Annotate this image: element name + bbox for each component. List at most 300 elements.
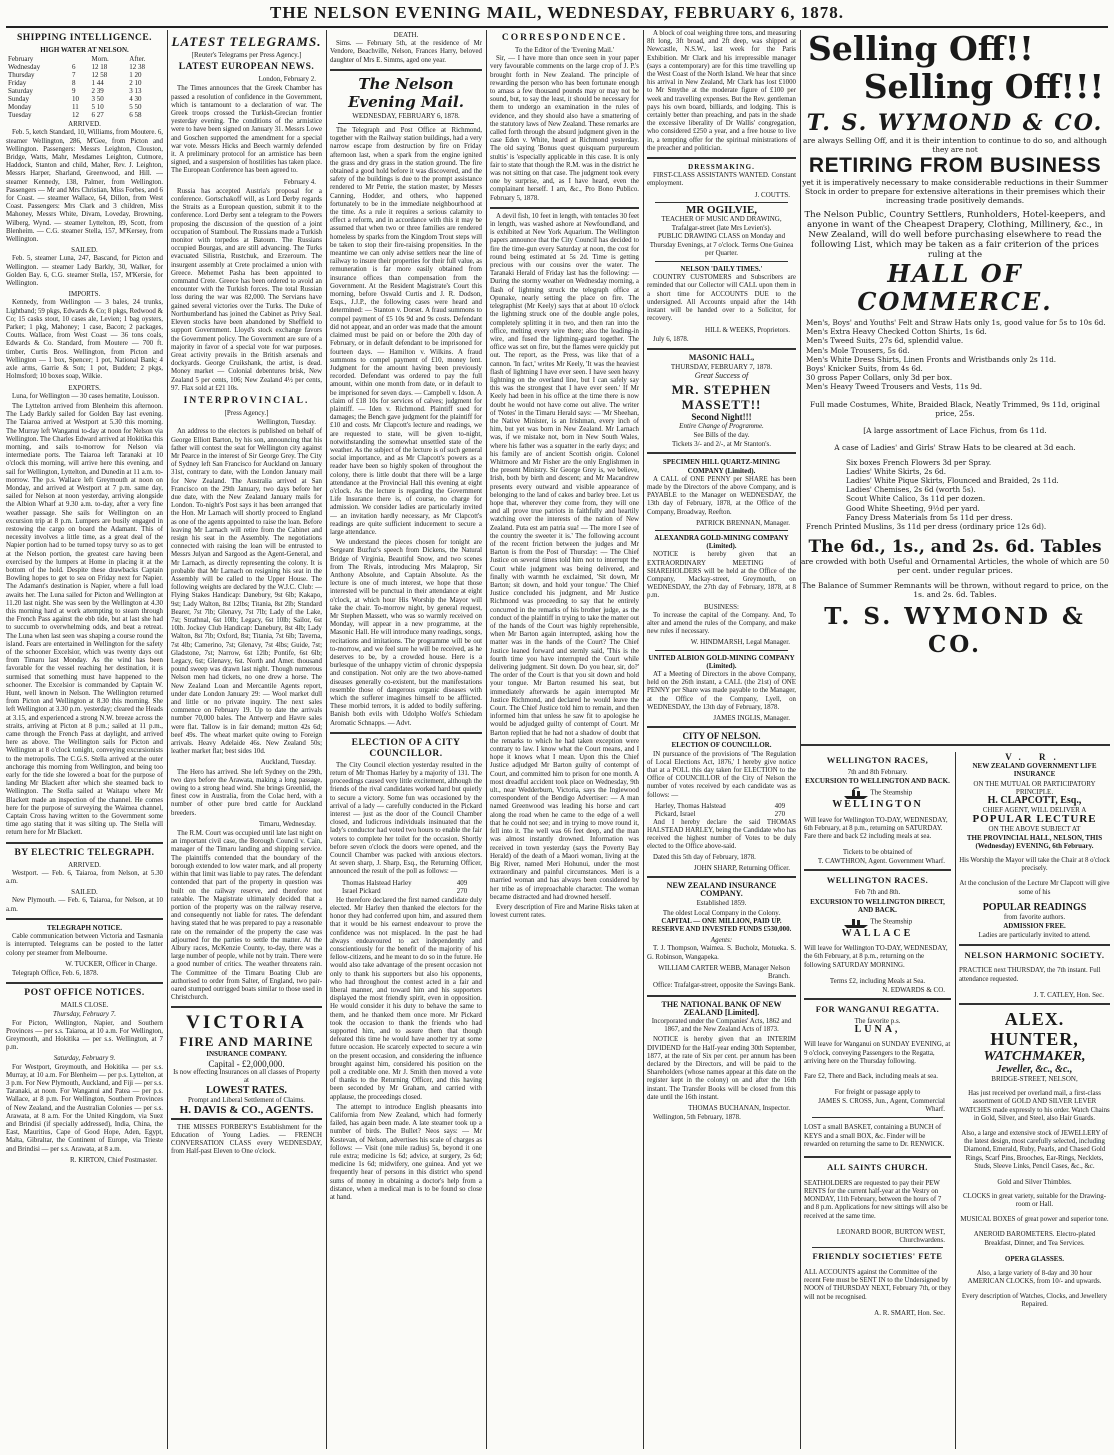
specimen-signature: PATRICK BRENNAN, Manager.	[696, 518, 790, 527]
ship-luna-text: Will leave for Wanganui on SUNDAY EVENING, at 9 o'clock, conveying Passengers to the Regatta, arriving here on the Thursday following.	[804, 1041, 951, 1065]
tel-arrived-text: Westport. — Feb. 6, Taiaroa, from Nelson, at 5.30 a.m.	[6, 869, 163, 886]
mens-price-list	[800, 318, 1110, 392]
tide-date: 7	[71, 71, 76, 80]
bank-text: Incorporated under the Companies' Acts, 1862 and 1867, and the New Zealand Acts of 1873.	[651, 1017, 792, 1034]
victoria-title: VICTORIA	[186, 1012, 307, 1034]
european-text-2: Russia has accepted Austria's proposal for a conference. Gortschakoff will, as Lord Derby regards the Straits as a European question, submit it to the conference. Lord Derby sent a telegram to the Powers proposing the discussion of the question of a joint occupation of Stamboul. The Russians made a Turkish monitor with torpedos at Batoum. The Russians occupied Bourgas, and are still advancing. The Turks evacuated Silistria, Rustchuk, and Erzeroum. The insurgent assembly at Crete proclaimed a union with Greece. Mehemet Pasha has been appointed to command Crete. Greece has been ordered to avoid an encounter with the Turkish forces. The total Russian loss during the war was 82,000. The Servians have gained several victories over the Turks. The Duke of Northumberland has joined the Cabinet as Privy Seal. Eleven stocks have been abandoned by Sheffield to support Government. Lloyd's stock exchange favors the Government policy. The Government are sure of a majority in favor of a special vote for war purposes. Great activity prevails in the British arsenals and dockyards. George Cruikshank, the artist, is dead. Money market — Colonial debentures brisk, New Zealand 5 per cents, 106; New Zealand 4½ per cents, 97. Flax sold at £21 10s.	[171, 187, 322, 392]
alexandra-text-2: To increase the capital of the Company. And, To alter and amend the rules of the Company, and make new rules if necessary.	[647, 611, 796, 636]
ogilvie-name: MR OGILVIE,	[685, 203, 758, 216]
death-heading: DEATH.	[393, 31, 419, 39]
tide-date: 11	[71, 103, 79, 112]
bank-heading: THE NATIONAL BANK OF NEW ZEALAND [Limited].	[661, 999, 782, 1017]
dressmaking-text: FIRST-CLASS ASSISTANTS WANTED. Constant employment.	[647, 172, 796, 188]
exports-heading: EXPORTS.	[68, 383, 101, 392]
fire-marine: FIRE AND MARINE	[179, 1034, 314, 1050]
candidate-row	[653, 802, 787, 810]
tide-morn: 12 58	[91, 71, 108, 80]
column-lecture	[959, 752, 1110, 1451]
races-heading: WELLINGTON RACES,	[826, 755, 929, 765]
european-text: The Times announces that the Greek Chamber has passed a resolution of confidence in the Government, which is tantamount to a declaration of war. The Greek troops crossed the Turkish-Grecian frontier yesterday evening. The conditions of the armistice were to have been signed on January 31. Messrs Lowe and Goschen supported the amendment for a special war vote. Messrs Hicks and Beech warmly defended it. A preliminary protocol for an armistice has been signed, and a suspension of hostilities has taken place. The European Conference has been agreed to.	[171, 85, 322, 175]
price-item: Good White Sheeting, 9½d per yard.	[846, 503, 980, 513]
price-item: 30 gross Paper Collars, only 3d per box.	[806, 373, 953, 383]
column-excursions	[804, 752, 951, 1451]
candidate-row	[653, 810, 787, 818]
arrived-text: Feb. 5, ketch Standard, 10, Williams, from Moutere. 6, steamer Wellington, 286, M'Gee, from Picton and Wellington. Passengers: Messrs Leighton, Clouston, Bridge, Watts, Mahr, Mesdames Leighton, Cutmore, Haddock, Stanton and child, Maher, Rev. J. Leighton, Messrs Harper, Sharland, Greenwood, and Hill. — steamer Kennedy, 138, Palmer, from Wellington. Passengers — Mr and Mrs Christian, Miss Forbes, and 6 for Coast. — steamer Wallace, 64, Dillon, from West Coast. Passengers: Mrs Clark and 3 children, Miss Mahoney, Messrs White, Divam, Loveday, Browning, Wilberg, Wynd. — steamer Lyttelton, 89, Scott, from Blenheim. — C.G. steamer Stella, 157, M'Kersey, from Wellington.	[6, 129, 163, 244]
tide-table	[6, 55, 163, 119]
price-item: French Printed Muslins, 3s 11d per dress (ordinary price 12s 6d).	[806, 522, 1047, 532]
tide-row	[6, 79, 163, 87]
council-text: IN pursuance of the provisions of 'The Regulation of Local Elections Act, 1876,' I hereby give notice that at a POLL this day taken for ELECTION to the Office of COUNCILLOR of the City of Nelson the number of votes received by each candidate was as follows: —	[647, 750, 796, 799]
coal-text: A block of coal weighing three tons, and measuring 8ft long, 3ft broad, and 2ft deep, was shipped at Newcastle, N.S.W., last week for the Paris Exhibition. Mr Clark and his irrepressible manager (says a contemporary) are for this time travelling up the West Coast of the North Island. We hear that since his arrival in New Zealand, Mr Clark has lost £1000 to Mr Smythe at the moderate figure of £100 per week and travelling expenses. But the Rev. gentleman pays his own board, billiards, and lodging. This is certainly better than preaching, and pats in the shade the excessive liberality of Dr Wallis' congregation, who considered £250 a year, and a free house to live in, a tempting offer for the spiritual ministrations of the preacher and politician.	[647, 30, 796, 152]
divider	[647, 452, 796, 454]
conclusion-note: At the conclusion of the Lecture Mr Clapcott will give some of his	[959, 880, 1110, 896]
letter-text: Sir, — I have more than once seen in your paper very favourable comments on the large crop of J. P.'s brought forth in New Zealand. The principle of rewarding the person who has been fortunate enough to amass a few thousand pounds may or may not be sound, but, to say the least, it should be necessary for them to undergo an examination in the rules of evidence, and they should also have a smattering of the statutory laws of New Zealand. These remarks are called forth through the absurd judgment given in the case Eden v. White, heard at Richmond yesterday. The old saying 'Bonus quest quisquam purpureum stultis' is 'especially applicable in this case. It is only fair to state that though the R.M. was in the district he was not sitting on that case. The judgment took every one by surprise, and, as I have heard, even the complainant herself. I am, &c., Pro Bono Publico. February 5, 1878.	[490, 55, 639, 202]
poll-name: Israel Pickard	[342, 886, 381, 895]
ship-wellington: WELLINGTON	[832, 799, 923, 811]
divider	[647, 876, 796, 878]
ads-rule	[800, 744, 1110, 746]
tide-header-row	[6, 55, 163, 63]
ladies-hats: A case of Ladies' and Girls' Straw Hats to be cleared at 3d each.	[834, 442, 1076, 452]
ship-line	[804, 786, 951, 800]
second-night: Second Night!!!	[691, 411, 752, 422]
wymond-intro-2: yet it is imperatively necessary to make considerable reductions in their Summer Stock in order to prepare for extensive alterations in their premises which their increasing trade positively demands.	[802, 178, 1108, 205]
column-rule	[955, 752, 956, 1449]
post-text-2: For Westport, Greymouth, and Hokitika — per s.s. Murray, at 10 a.m. For Blenheim — per p.s. Lyttelton, at 3 p.m. For New Plymouth, Auckland, and Fiji — per s.s. Taranaki, at noon. For Wanganui and Patea — per p.s. Wallace, at 8 p.m. For Wellington, Southern Provinces of New Zealand, and the Australian Colonies — per s.s. Arawata, at 8 a.m. For the United Kingdom, via Suez and Brindisi (if specially addressed), India, China, the East, Mauritius, Cape of Good Hope, Aden, Egypt, Malta, Gibraltar, the Continent of Europe, via Trieste and Brindisi — per s.s. Arawata, at 8 a.m.	[6, 1063, 163, 1153]
tide-date: 6	[71, 63, 76, 72]
see-bills: See Bills of the day.	[693, 430, 750, 439]
tide-morn: 2 39	[91, 87, 104, 96]
poll-table	[340, 879, 469, 895]
tide-row	[6, 63, 163, 71]
admission-free: ADMISSION FREE.	[1003, 922, 1066, 931]
jeweller: Jeweller, &c., &c.,	[996, 1063, 1073, 1075]
imports-heading: IMPORTS.	[68, 290, 101, 299]
alexandra-signature: W. HINDMARSH, Legal Manager.	[690, 638, 790, 647]
great-success: Great Success of	[694, 371, 749, 381]
oldest: The oldest Local Company in the Colony.	[662, 908, 781, 917]
mails-close: MAILS CLOSE.	[60, 1001, 109, 1010]
tel-sailed-text: New Plymouth. — Feb. 6, Taiaroa, for Nelson, at 10 a.m.	[6, 897, 163, 913]
harmonic-text: PRACTICE next THURSDAY, the 7th instant. Full attendance requested.	[959, 967, 1101, 983]
price-item: Men's White Dress Shirts, Linen Fronts and Wristbands only 2s 11d.	[806, 354, 1057, 364]
tide-after: 6 58	[129, 111, 142, 120]
wymond-public: The Nelson Public, Country Settlers, Runholders, Hotel-keepers, and anyone in want of the Cheapest Drapery, Clothing, Millinery, &c., in New Zealand, will do well before purchasing elsewhere to read the following List, which may be taken as a fair criterion of the prices ruling at the	[804, 210, 1106, 260]
massett-title: MR. STEPHEN MASSETT!!	[671, 381, 772, 412]
telegraph-heading: BY ELECTRIC TELEGRAPH.	[14, 847, 155, 858]
church-signature: LEONARD BOOR, BURTON WEST, Churchwardens.	[836, 1227, 945, 1244]
price-item: Ladies' White Pique Skirts, Flounced and Braided, 2s 11d.	[846, 476, 1059, 486]
divider	[655, 261, 788, 262]
race-dates-2: Feb 7th and 8th.	[854, 888, 901, 897]
tide-after: 12 38	[129, 63, 146, 72]
specimen-heading: SPECIMEN HILL QUARTZ-MINING COMPANY (Limited).	[662, 458, 781, 475]
tide-date: 12	[71, 111, 79, 120]
column-correspondence	[490, 30, 639, 1451]
ogilvie-class: PUBLIC DRAWING CLASS on Monday and Thursday Evenings, at 7 o'clock. Terms One Guinea per Quarter.	[649, 233, 794, 257]
lace-fichus: [A large assortment of Lace Fichus, from 6s 11d.	[863, 425, 1047, 435]
tide-day: Wednesday	[8, 63, 41, 72]
tables-heading: The 6d., 1s., and 2s. 6d. Tables	[808, 537, 1102, 558]
notice-date: Telegraph Office, Feb. 6, 1878.	[12, 969, 99, 977]
tide-after: 2 10	[129, 79, 142, 88]
bridge-street: BRIDGE-STREET, NELSON,	[991, 1075, 1078, 1084]
column-notices	[647, 30, 796, 1451]
price-item: Men's, Boys' and Youths' Felt and Straw Hats only 1s, good value for 5s to 10s 6d.	[806, 318, 1106, 327]
masonic-hall: MASONIC HALL,	[688, 352, 755, 362]
price-item: Ladies' Chemises, 2s 6d (worth 5s).	[846, 485, 976, 495]
fire-marine-risks: Every description of Fire and Marine Risks taken at lowest current rates.	[490, 903, 639, 920]
bank-notice: NOTICE is hereby given that an INTERIM DIVIDEND for the Half-year ending 30th September, 1877, at the rate of Six per cent. per annum has been declared by the Directors, and will be paid to the Shareholders (whose names appear at this date on the register kept in the colony) on and after the 16th instant. The Transfer Books will be closed from this date until the 16th instant.	[647, 1036, 796, 1101]
highwater-heading: HIGH WATER AT NELSON.	[40, 46, 129, 54]
insurance-text: Is now effecting Insurances on all classes of Property at	[173, 1068, 320, 1084]
price-item: Men's Extra Heavy Checked Cotton Shirts, 1s 6d.	[806, 327, 987, 337]
tide-header: February	[8, 55, 34, 64]
ship-wallace: WALLACE	[841, 928, 914, 940]
lowest-rates: LOWEST RATES.	[206, 1085, 287, 1097]
ship-line	[804, 915, 951, 929]
insurance-company: INSURANCE COMPANY.	[206, 1050, 287, 1059]
nzins-heading: NEW ZEALAND INSURANCE COMPANY.	[666, 881, 777, 899]
shipping-heading: SHIPPING INTELLIGENCE.	[16, 33, 153, 43]
daily-times-date: July 6, 1878.	[653, 335, 689, 343]
arrived-heading: ARRIVED.	[68, 120, 101, 129]
fare: Fare £2, There and Back, including meals at sea.	[804, 1072, 939, 1080]
entire-change: Entire Change of Programme.	[679, 421, 764, 430]
poll-row	[340, 887, 469, 895]
opera-glasses: OPERA GLASSES.	[1004, 1254, 1065, 1263]
selling-off-2: Selling Off!!!	[863, 67, 1104, 106]
notice-signature: W. TUCKER, Officer in Charge.	[65, 959, 157, 968]
post-signature: R. KIRTON, Chief Postmaster.	[70, 1155, 157, 1164]
divider	[330, 732, 482, 734]
post-saturday: Saturday, February 9.	[53, 1054, 116, 1063]
albion-text: AT a Meeting of Directors in the above Company, held on the 26th instant, a CALL (the 21st) of ONE PENNY per Share was made payable to the Manager, at the Office of the Company, Lyell, on WEDNESDAY, the 13th day of February, 1878.	[647, 671, 796, 711]
mayor-note: His Worship the Mayor will take the Chair at 8 o'clock precisely.	[959, 857, 1110, 873]
tide-row	[6, 103, 163, 111]
church-text: SEATHOLDERS are requested to pay their PEW RENTS for the current half-year at the Vestry on MONDAY, 11th February, between the hours of 7 and 8 p.m. Applications for new sittings will also be received at the same time.	[804, 1179, 948, 1220]
mutual-principle: ON THE MUTUAL OR PARTICIPATORY PRINCIPLE.	[973, 779, 1096, 796]
council-signature: JOHN SHARP, Returning Officer.	[693, 863, 790, 872]
alexandra-heading: ALEXANDRA GOLD-MINING COMPANY (Limited).	[654, 533, 789, 551]
favorite-authors: from favorite authors.	[1003, 912, 1066, 921]
divider	[6, 918, 163, 920]
alex-text: Has just received per overland mail, a first-class assortment of GOLD AND SILVER LEVER WATCHES made expressly to his order. Watch Chains in Gold, Silver, and Steel, also Hair Guards.	[959, 1090, 1110, 1122]
notice-heading: TELEGRAPH NOTICE.	[46, 923, 123, 932]
divider	[490, 207, 639, 209]
freight: For freight or passage apply to	[834, 1087, 921, 1096]
harmonic-signature: J. T. CATLEY, Hon. Sec.	[1033, 990, 1104, 999]
divider	[171, 1006, 322, 1008]
tide-morn: 6 27	[91, 111, 104, 120]
notice-text: Cable communication between Victoria and Tasmania is interrupted. Telegrams can be posted to the latter colony per steamer from Melbourne.	[6, 933, 163, 957]
price-item: Boys' Knicker Suits, from 4s 6d.	[806, 364, 923, 374]
popular-lecture: POPULAR LECTURE	[972, 813, 1097, 826]
divider	[338, 123, 474, 124]
sailed-text: Feb. 5, steamer Luna, 247, Bascand, for Picton and Wellington. — steamer Lady Barkly, 30, Walker, for Golden Bay. 6, C.G. steamer Stella, 157, M'Kersie, for Wellington.	[6, 255, 163, 288]
divider	[655, 530, 788, 531]
tide-row	[6, 87, 163, 95]
bank-signature: THOMAS BUCHANAN, Inspector.	[688, 1103, 790, 1112]
column-rule	[486, 30, 487, 1449]
steamship-icon	[843, 915, 869, 929]
race-dates: 7th and 8th February.	[847, 768, 908, 776]
dateline: Auckland, Tuesday.	[260, 758, 316, 767]
tel-sailed: SAILED.	[71, 888, 98, 897]
tide-morn: 5 10	[91, 103, 104, 112]
tide-day: Sunday	[8, 95, 29, 104]
tide-row	[6, 111, 163, 119]
paper-date: WEDNESDAY, FEBRUARY 6, 1878.	[352, 111, 460, 120]
divider	[6, 842, 163, 844]
watchmaker: WATCHMAKER,	[983, 1048, 1086, 1064]
ogilvie-address: Trafalgar-street (late Mrs Levien's).	[671, 224, 772, 233]
candidate-votes: 409	[774, 801, 786, 810]
divider	[959, 944, 1110, 946]
tide-morn: 1 44	[91, 79, 104, 88]
tide-day: Friday	[8, 79, 27, 88]
tide-after: 5 50	[129, 103, 142, 112]
column-rule	[326, 30, 327, 1449]
ship-luna: LUNA,	[854, 1024, 901, 1036]
ladies-invited: Ladies are particularly invited to attend.	[978, 931, 1091, 940]
agent-name: H. DAVIS & CO., AGENTS.	[179, 1103, 314, 1116]
alexandra-text: NOTICE is hereby given that an EXTRAORDINARY MEETING of SHAREHOLDERS will be held at the Office of the Company, Mackay-street, Greymouth, on WEDNESDAY, the 27th day of February, 1878, at 8 p.m.	[647, 551, 796, 600]
election-text: The City Council election yesterday resulted in the return of Mr Thomas Harley by a majority of 131. The proceedings caused very little excitement, although the friends of the rival candidates worked hard but quietly to secure a victory. Some fun was occasioned by the arrival of a lady — carefully conducted in the Pickard interest — just as the door of the Council Chamber closed, and ludicrous individuals insinuated that the lady's conductor had voted two hours to enable the fair voters to complete her toilet for the occasion. Shortly before seven o'clock the doors were opened, and the Council Chamber was packed with anxious electors. At seven sharp, J. Sharp, Esq., the Returning Officer, announced the result of the poll as follows: —	[330, 761, 482, 876]
nz-signature: WILLIAM CARTER WEBB, Manager Nelson Branch.	[658, 963, 790, 981]
tide-day: Saturday	[8, 87, 33, 96]
tide-header: After.	[129, 55, 146, 64]
tide-date: 8	[71, 79, 76, 88]
dateline: February 4.	[283, 177, 316, 186]
forbery-ad: THE MISSES FORBERY'S Establishment for the Education of Young Ladies. — FRENCH CONVERSATION CLASS every WEDNESDAY, from Half-past Eleven to One o'clock.	[171, 1123, 322, 1156]
retiring-heading: RETIRING FROM BUSINESS	[808, 154, 1102, 177]
lecture-subject: ON THE ABOVE SUBJECT AT	[988, 824, 1081, 833]
daily-times-signature: HILL & WEEKS, Proprietors.	[705, 325, 790, 334]
tables-text: are crowded with both Useful and Ornamental Articles, the whole of which are 50 per cent. under regular prices.	[800, 557, 1110, 576]
lecture-hall: THE PROVINCIAL HALL, NELSON, THIS (Wednesday) EVENING, 6th February.	[966, 833, 1103, 851]
death-notice: Sims. — February 5th, at the residence of Mr Vendore, Beachville, Nelson, Frances Harry, beloved daughter of Mrs E. Simms, aged one year.	[330, 40, 482, 64]
tide-row	[6, 95, 163, 103]
editorial-text: The Telegraph and Post Office at Richmond, together with the Railway station buildings, had a very narrow escape from destruction by fire on Friday afternoon last, when a spark from the engine ignited the grass and dry grass in the station ground. The fire obtained a good hold before it was discovered, and the safety of the buildings is due to the prompt assistance rendered to Mr Petrie, the station master, by Messrs Canning, Hodder, and others, who happened fortunately to be in the immediate neighbourhood at the time. As a rule it requires a serious calamity to effect a reform, and in accordance with this it may be assumed that when two or three families are rendered homeless by sparks from the Kingdom Trout steps will be taken to stop their fire-raising propensities. In the meantime we can only advise settlers near the line of railway to insure their properties for their full value, as remuneration is far more easily obtained from insurance offices than compensation from the Government. At the Resident Magistrate's Court this morning, before Oswald Curtis and J. R. Dodson, Esqs., J.J.P., the following cases were heard and determined: — Stanton v. Dorset. A fraud summons to compel payment of £5 10s 9d and 9s costs. Defendant did not appear, and an order was made that the amount claimed must be paid on or before the 20th day of February, or in default defendant to be imprisoned for fourteen days. — Hamilton v. Wilkins. A fraud summons to compel payment of £10, money lent. Judgment for the amount having been previously recorded. Defendant was ordered to pay the full amount, within one month from date, or in default to be imprisoned for seven days. — Campbell v. Idson. A claim of £18 10s for services of calves; judgment for plaintiff. — Iden v. Richmond. Plaintiff sued for damages; the Bench gave judgment for the plaintiff for £10 and costs. Mr Clapcott's lecture and readings, we are requested to state, will be given to-night, notwithstanding the somewhat unsettled state of the weather. As the subject of the lecture is of such general social importance, and as Mr Clapcott's powers as a reader have been so highly spoken of throughout the colony, there is little doubt that there will be a large attendance at the Provincial Hall this evening at eight o'clock. As the lecture is regarding the Government Life Insurance there is, of course, no charge for admission. We consider ladies are particularly invited — an invitation hardly necessary, as Mr Clapcott's readings are quite sufficient inducement to secure a large attendance.	[330, 127, 482, 536]
lost-basket: LOST a small BASKET, containing a BUNCH of KEYS and a small BOX, &c. Finder will be rewarded on returning the same to Dr. RENWICK.	[804, 1124, 945, 1148]
tel-arrived: ARRIVED.	[68, 860, 101, 869]
excursion-heading: EXCURSION TO WELLINGTON AND BACK.	[805, 777, 950, 786]
divider	[330, 69, 482, 71]
wymond-company: T. S. WYMOND & CO.	[806, 110, 1104, 136]
ship-wellington-text: Will leave for Wellington TO-DAY, WEDNESDAY, 6th February, at 8 p.m., returning on SATURDAY. Fare there and back £2 including meals at sea.	[804, 816, 948, 840]
column-rule	[167, 30, 168, 1449]
excursion-heading-2: EXCURSION TO WELLINGTON DIRECT, AND BACK.	[810, 897, 945, 914]
races-heading-2: WELLINGTON RACES.	[826, 875, 929, 886]
nz-capital: CAPITAL — ONE MILLION, PAID UP. RESERVE AND INVESTED FUNDS £530,000.	[651, 917, 792, 934]
remnants-text: The Balance of Summer Remnants will be thrown, without regard to price, on the 1s. and 2s. 6d. Tables.	[801, 581, 1109, 600]
shipping-news: The Lyttelton arrived from Blenheim this afternoon. The Lady Barkly sailed for Golden Bay last evening. The Taiaroa arrived at Westport at 5.30 this morning. The Murray left Wanganui to-day at noon for Nelson via Wellington. The Charles Edward arrived at Hokitika this morning, and sails to-morrow for Nelson via intermediate ports. The Taiaroa left Taranaki at 10 o'clock this morning, will arrive here this evening, and sail for Wellington, Lyttelton, and Dunedin at 11 a.m. to-morrow. The p.s. Wallace left Greymouth at noon on Monday, and arrived at Westport at 7 p.m. same day, sailed for Nelson at noon yesterday, arriving alongside the Albion Wharf at 9.30 a.m. to-day, after a very fine weather passage. She sails for Wellington on an excursion trip at 8 p.m. Lumpers are busily engaged in restowing the cargo on board the Adamant. This of necessity involves a little time, as a great deal of the Napier portion had to be turned topsy turvy so as to get at the Nelson portion, the greatest care having been exercised by the lumpers at Home in placing it at the bottom of the hold. Despite these drawbacks Captain Bowling hopes to get to sea on Friday next for Napier. The Adamant's destination is Napier, where a full load awaits her. The Luna sailed for Picton and Wellington at 11.20 last night. She was seen by the Wellington at 4.30 this morning hard at work attempting to steam through the French Pass against the ebb tide, but at last she had to succumb to overwhelming odds, and beat a retreat. The Luna when last seen was shaping a course round the island. Fears are entertained in Wellington for the safety of the schooner Excelsior, which was twenty days out from Timaru last Monday. As the wind has been favorable for the vessel reaching her destination, it is surmised that something must have happened to the schooner. The Excelsior is commanded by Captain W. Hunt, well known in Nelson. The Wellington returned from Picton and Wellington at 8.30 this morning. She left Wellington at 3.30 p.m. yesterday; cleared the Heads at 3.15, and experienced a strong N.W. breeze across the straits, arriving at Picton at 8 p.m.; sailed at 11 p.m., came through the French Pass at daylight, and arrived here as above. The Wellington sails for Picton and Wellington at 8 o'clock tonight, conveying excursionists to the metropolis. The C.G.S. Stella arrived at the outer anchorage this morning from Wellington, and being too early for the tide she lowered a boat for the purpose of landing Mr Blackett after which she steamed back to Wellington. The Stella sailed at Waitapu where Mr Blackett made an inspection of the channel. He comes here for the purpose of surveying the Waimea channel, Captain Cross having written to the Government some time ago stating that it was silting up. The Stella will return here for Mr Blackett.	[6, 402, 163, 837]
costumes: Full made Costumes, White, Braided Black, Neatly Trimmed, 9s 11d, original price, 25s.	[810, 399, 1100, 418]
govt-insurance: NEW ZEALAND GOVERNMENT LIFE INSURANCE	[972, 762, 1097, 779]
council-date: Dated this 5th day of February, 1878.	[653, 853, 756, 861]
councillor-heading: ELECTION OF COUNCILLOR.	[671, 741, 772, 750]
inter-text: An address to the electors is published on behalf of George Elliott Barton, by his son, announcing that his father will contest the seat for Wellington city against Mr Pearce in the interest of Sir George Grey. The City of Sydney left San Francisco for Auckland on January 31st, contrary to date, with the London January mail for New Zealand. The Australia arrived at San Francisco on the 29th January, two days before her due date, with the New Zealand January mails for London. To-night's Post says it has been arranged that the Hon. Mr Larnach will shortly proceed to England as one of the agents appointed to raise the loan. Before leaving Mr Larnach will retire from the Cabinet and resign his seat in the Assembly. The negotiations connected with raising the loan will be entrusted to Messrs Julyan and Sargood as the Agent-General, and Mr Larnach, as directly representing the colony. It is probable that Mr Larnach on resigning his seat in the Assembly will be called to the Upper House. The following weights are declared by the W.J.C. Club: — Flying Stakes Handicap: Danebury, 9st 6lb; Kakapo, 9st; Lady Walton, 8st 12lbs; Titania, 8st 2lb; Standard Bearer, 7st 7lb; Glenavy, 7st 7lb; Lady of the Lake, 7st; Strathnal, 6st 10lb; Legacy, 6st 10lb; Sailor, 6st 10lb. Jockey Club Handicap: Danebury, 8st 4lb; Lady Walton, 8st 7lb; Oxford, 8st; Titania, 7st 6lb; Taverna, 7st 4lb; Camerino, 7st; Glenavy, 7st 4lbs; Guide, 7st; Gladstone, 7st; Narrow, 6st 12lb; Pontife, 6st 6lb; Legacy, 6st; Glenavy, 6st. North and Amer. thousand pound sweep was drawn last night. Though numerous Nelson men had tickets, no one drew a horse. The New Zealand Loan and Mercantile Agents report, under date London January 29: — Wool market dull and little or no private inquiry. The next sales commence on February 19. Up to date the arrivals number 70,000 bales. The Antwerp and Havre sales were flat. Tallow is in fair demand; mutton 42s 6d; beef 49s. The wheat market quite owing to Foreign arrivals. Heavy Adelaide 46s. New Zealand 50s; leather market flat; best sides 10d.	[171, 428, 322, 756]
news-text: A devil fish, 10 feet in length, with tentacles 30 feet in length, was washed ashore at Newfoundland, and is exhibited at New York Aquarium. The Wellington papers announce that the City Council has decided to fire the time-gun every Saturday at noon, the cost for round being estimated at 5s 2d. Time is getting precious with our cousins over the water. The Taranaki Herald of Friday last has the following: — During the stormy weather on Wednesday morning, a flash of lightning struck the telegraph office at Opunake, nearly setting the place on fire. The telegraphist (Mr Keely) says that at about 10 o'clock the lightning struck one of the double angle poles, completely splitting it in two, and then ran into the office, melting every wire there; also the leading-in wire, and fused the lightning-guard together. The office was set on fire, but the flames were quickly put out. The report, as the Press, was like that of a cannon. 'In fact,' writes Mr Keely, 'It was the heaviest flash of lightning I have ever seen. I have seen heavy lightning on the overland line, but I can safely say this was the strongest that I have ever seen.' If Mr Keely had been in his office at the time there is now doubt he would not have come out alive. The writer of 'Notes' in the Timaru Herald says: — 'Mr Sheehan, the Native Minister, is an Irishman, every inch of him, but yet was born in New Zealand. Mr Larnach was, if we mistake not, born in New South Wales, where his father was a squatter in the early days; and his family are of ancient Scottish origin. Colonel Whitmore and Mr Fisher are the only Englishmen in the present Ministry. Sir George Grey is, we believe, Irish, both by birth and descent; and Mr Macandrew presents every outward and visible appearance of belonging to the land of cakes and barley bree. Let us hope that, wherever they come from, they will one and all prove true patriots in faithfully and heartily watching over the interests of the nation of New Zealand. Puta est am patria sua! — The more I see of the country the sweeter it is.' The following account of the recent friction between the judges and Mr Barton is from the Post of Thursday: — The Chief Justice on several times told him not to interrupt the Court while judgment was being delivered, and finally with warmth he exclaimed, 'Sit down, Mr Barton; sit down, and hold your tongue.' The Chief Justice concluded his judgment, and Mr Justice Richmond was proceeding to say that he entirely concurred in the remarks of his brother judge, as the conduct of the plaintiff in trying to take the matter out of the hands of the Court was highly reprehensible, when Mr Barton again interrupted, asking how the matter was in the hands of the Court? The Chief Justice leaned forward and sternly said, 'This is the fourth time you have interrupted the Court while delivering judgment. Sit down. Do you hear, sir, do?' The order of the Court is that you sit down and hold your tongue. Mr Barton resumed his seat, but immediately afterwards he again interrupted Mr Justice Richmond, and declared he would leave the Court. The Chief Justice told him to remain, and then informed him that unless he saw fit to apologise he would be adjudged guilty of contempt of Court. Mr Barton replied that he had not a shadow of doubt that the remarks to which he had taken exception were contrary to law. I know what the Court means, and I hope it knows what I mean. Upon this the Chief Justice adjudged Mr Barton guilty of contempt of Court, and committed him to prison for one month. A most dreadful accident took place on Wednesday, 9th ult., near Wedderburn, Victoria, says the Inglewood correspondent of the Bendigo Advertiser: — A man named Greenwood was leading his horse and cart along the road when he came to the edge of a well that he could not see; and in trying to move round it, fell into it. The well was 66 feet deep, and the man was almost instantly drowned. Information was received in town yesterday (says the Poverty Bay Herald) of the death of a Maori woman, living at the Big River, named Meri Hohunui, under the most extraordinary and painful circumstances. Meri is a married woman and has always been considered by her tribe as of irreproachable character. The woman became distracted and had drowned herself.	[490, 212, 639, 901]
daily-times-heading: NELSON 'DAILY TIMES.'	[680, 265, 763, 274]
council-text-2: And I hereby declare the said THOMAS HALSTEAD HARLEY, being the Candidate who has received the highest number of Votes to be duly elected to the Office above-said.	[647, 818, 796, 851]
ladies-price-list	[800, 458, 1110, 532]
nz-office: Office: Trafalgar-street, opposite the Savings Bank.	[653, 982, 795, 990]
price-item: Fancy Dress Materials from 5s 11d per dress.	[846, 512, 1013, 522]
divider	[647, 995, 796, 997]
alex-hunter: ALEX. HUNTER,	[990, 1008, 1079, 1049]
albion-signature: JAMES INGLIS, Manager.	[713, 714, 790, 723]
tide-day: Monday	[8, 103, 32, 112]
post-text-1: For Picton, Wellington, Napier, and Southern Provinces — per s.s. Taiaroa, at 10 a.m. For Wellington, Greymouth, and Hokitika — per s.s. Wellington, at 7 p.m.	[6, 1019, 163, 1052]
cawthron: T. CAWTHRON, Agent. Government Wharf.	[817, 857, 945, 866]
favorite-label: The favorite p.s.	[854, 1017, 901, 1026]
edwards: N. EDWARDS & CO.	[882, 985, 945, 994]
masonic-date: THURSDAY, FEBRUARY 7, 1878.	[670, 363, 773, 372]
dateline: London, February 2.	[258, 75, 316, 84]
selling-off-1: Selling Off!!	[808, 29, 1034, 68]
barometers-text: ANEROID BAROMETERS. Electro-plated Breakfast, Dinner, and Tea Services.	[973, 1231, 1096, 1247]
tide-day: Tuesday	[8, 111, 32, 120]
agents-label: Agents:	[710, 936, 733, 945]
vr-crest: V. R.	[1005, 752, 1064, 762]
sailed-heading: SAILED.	[71, 246, 98, 255]
divider	[804, 869, 951, 871]
tide-date: 9	[71, 87, 76, 96]
tickets-from: Tickets to be obtained of	[842, 848, 913, 856]
specimen-text: A CALL of ONE PENNY per SHARE has been made by the Directors of the above Company, and is PAYABLE to the Manager on WEDNESDAY, the 13th day of February, 1878, at the Office of the Company, Broadway, Reefton.	[647, 475, 796, 516]
candidate-name: Pickard, Israel	[655, 809, 696, 818]
tide-morn: 12 18	[91, 63, 108, 72]
correspondence-heading: CORRESPONDENCE.	[501, 33, 628, 43]
divider	[655, 650, 788, 651]
repairs-text: Every description of Watches, Clocks, and Jewellery Repaired.	[961, 1293, 1108, 1309]
wymond-company-2: T. S. WYMOND & CO.	[824, 603, 1086, 659]
tide-day: Thursday	[8, 71, 35, 80]
divider	[647, 348, 796, 350]
paper-title: The Nelson Evening Mail.	[348, 74, 464, 111]
wymond-intro: are always Selling Off, and it is their intention to continue to do so, and although they are not	[803, 136, 1107, 154]
bank-date: Wellington, 5th February, 1878.	[653, 1114, 741, 1122]
divider	[647, 157, 796, 159]
tickets: Tickets 3/- and 2/-, at Mr Stanton's.	[672, 440, 771, 449]
divider	[171, 1118, 322, 1120]
exports-text: Luna, for Wellington — 30 cases hematite, Louisson.	[12, 392, 160, 400]
poll-votes: 409	[456, 878, 468, 887]
price-item: Scout White Calico, 3s 11d per dozen.	[846, 494, 986, 504]
telegrams-heading: LATEST TELEGRAMS.	[171, 34, 322, 49]
dateline: Wellington, Tuesday.	[256, 418, 316, 427]
poll-votes: 270	[456, 886, 468, 895]
fete-signature: A. R. SMART, Hon. Sec.	[874, 1308, 945, 1317]
agents-list: T. J. Thompson, Waimea. S. Bucholz, Motueka. S. G. Robinson, Wangapeka.	[647, 945, 796, 961]
fete-heading: FRIENDLY SOCIETIES' FETE	[812, 1251, 943, 1262]
column-editorial	[330, 30, 482, 1451]
divider	[812, 1117, 943, 1118]
daily-times-text: COUNTRY CUSTOMERS and Subscribers are reminded that our Collector will CALL upon them in a short time for ACCOUNTS DUE to the undersigned. All Accounts unpaid after the 14th instant will be handed over to a Solicitor, for recovery.	[647, 274, 796, 323]
masthead: THE NELSON EVENING MAIL, WEDNESDAY, FEBRUARY 6, 1878.	[270, 3, 844, 22]
tide-after: 3 13	[129, 87, 142, 96]
thimbles: Gold and Silver Thimbles.	[997, 1177, 1072, 1186]
dressmaking-signature: J. COUTTS.	[754, 190, 790, 199]
candidates-table	[653, 802, 787, 818]
interprovincial-heading: INTERPROVINCIAL.	[183, 395, 310, 406]
election-heading: ELECTION OF A CITY COUNCILLOR.	[351, 737, 461, 759]
clocks-text: CLOCKS in great variety, suitable for the Drawing-room or Hall.	[962, 1192, 1107, 1209]
price-item: Men's Heavy Tweed Trousers and Vests, 11s 9d.	[806, 382, 983, 392]
ogilvie-teacher: TEACHER OF MUSIC AND DRAWING,	[661, 215, 782, 224]
clapcott-name: H. CLAPCOTT, Esq.,	[987, 795, 1082, 807]
divider	[804, 1156, 951, 1158]
european-heading: LATEST EUROPEAN NEWS.	[178, 62, 315, 73]
tide-after: 1 20	[129, 71, 142, 80]
reuter-note: [Reuter's Telegrams per Press Agency.]	[191, 51, 302, 59]
jewellery-text: Also, a large and extensive stock of JEWELLERY of the latest design, most carefully selected, including Diamond, Emerald, Ruby, Pearls, and Chased Gold Rings, Scarf Pins, Brooches, Ear-Rings, Necklets, Studs, Sleeve Links, Pencil Cases, &c., &c.	[961, 1129, 1108, 1170]
harmonic-heading: NELSON HARMONIC SOCIETY.	[964, 949, 1105, 960]
ship-wallace-text: Will leave for Wellington TO-DAY, WEDNESDAY, the 6th February, at 8 p.m., returning on the following SATURDAY MORNING.	[804, 945, 948, 969]
musical-text: MUSICAL BOXES of great power and superior tone.	[960, 1216, 1109, 1224]
capital: Capital - £2,000,000.	[208, 1058, 285, 1069]
final-text: The attempt to introduce English pheasants into California from New Zealand, which had formerly failed, has again been made. A late steamer took up a number of birds. The Bullet? Neos says: — Mr Kestevan, of Nelson, advertises his scale of charges as follows: — Visit (one mile radius) 5s, beyond it one rule extra; medicine 1s 6d; advice, at surgery, 2s 6d; medicine 1s 6d; midwifery, one guinea. And yet we frequently hear of persons in this district who spend sums of money in obtaining a doctor's help from a distance, when a medical man is to be found so close at hand.	[330, 1103, 482, 1201]
divider	[959, 1003, 1110, 1005]
post-heading: POST OFFICE NOTICES.	[24, 988, 145, 999]
election-text-2: He therefore declared the first named candidate duly elected. Mr Harley then thanked the electors for the honor they had conferred upon him, and assured them that it would be his earnest endeavour to prove the confidence was not misplaced. In the past he had always endeavoured to act independently and conscientiously for the benefit of the majority of his fellow-citizens, and he meant to do so in the future. He would also take advantage of the present occasion not only to thank his supporters but also his opponents, who had throughout the contest acted in a fair and liberal manner, and toward him and his supporters displayed the most friendly spirit, even in opposition. He would consider it his duty to behave the same to them, and he thanked them once more. Mr Pickard took the occasion to thank the friends who had supported him, and to assure them that though defeated this time he would have another try at some future occasion. He scarcely expected to secure a win on the present occasion, and considering the influence brought against him, considered his position on the poll a creditable one. Mr J. Smith then moved a vote of thanks to the Returning Officer, and this having been seconded by Mr Graham, and carried with applause, the proceedings closed.	[330, 896, 482, 1101]
tide-row	[6, 71, 163, 79]
steamship-label: The Steamship	[870, 917, 913, 926]
tide-morn: 3 50	[91, 95, 104, 104]
inter-text-3: The R.M. Court was occupied until late last night on an important civil case, the Borough Council v. Cain, manager of the Timaru landing and shipping service. The plaintiffs contended that the boundary of the borough extended to low water mark, and all property within that limit was liable to pay rates. The defendant contended that part of the property in question was built on the railway reserve, and therefore not rateable. The Magistrate ultimately decided that a portion of the property was on the railway reserve, and consequently not liable for rates. The defendant having stated that he was prepared to pay a reasonable rate on the remainder of the property the case was adjourned for the parties to settle the matter. At the Albury races, McKenzie County, to-day, there was a large number of people, while not by train. There were a good number of critics. The weather threatens rain. The Committee of the Timaru Boating Club are authorised to order from Salter, of England, two pair-oared stumped outrigged boats similar to those used in Christchurch.	[171, 830, 322, 1002]
prompt-settlement: Prompt and Liberal Settlement of Claims.	[187, 1096, 306, 1105]
terms: Terms £2, including Meals at Sea.	[829, 976, 926, 985]
press-note: [Press Agency.]	[224, 408, 269, 417]
divider	[647, 726, 796, 728]
column-telegrams	[171, 30, 322, 1451]
to-editor: To the Editor of the 'Evening Mail.'	[514, 46, 615, 54]
price-item: Men's Tweed Suits, 27s 6d, splendid value.	[806, 336, 964, 346]
poll-row	[340, 879, 469, 887]
candidate-votes: 270	[774, 809, 786, 818]
cross: JAMES S. CROSS, Jun., Agent, Commercial Wharf.	[818, 1097, 945, 1114]
dressmaking-heading: DRESSMAKING.	[688, 163, 755, 172]
chief-agent: CHIEF AGENT, WILL DELIVER A	[982, 806, 1087, 815]
fete-text: ALL ACCOUNTS against the Committee of the recent Fete must be SENT IN to the Undersigned by NOON of THURSDAY NEXT, February 7th, or they will not be recognised.	[804, 1269, 951, 1301]
tide-after: 4 30	[129, 95, 142, 104]
tide-date: 10	[71, 95, 79, 104]
inter-text-2: The Hero has arrived. She left Sydney on the 29th, two days before the Arawata, making a long passage, owing to a strong head wind. She brings Greenlid, the finest cow in Australia, from the Colac herd, with a number of other pure bred cattle for Auckland breeders.	[171, 768, 322, 817]
dateline: Timaru, Wednesday.	[258, 819, 316, 828]
divider	[6, 982, 163, 984]
column-shipping	[6, 30, 163, 1451]
divider	[655, 202, 788, 203]
divider	[812, 1247, 943, 1248]
masthead-rule	[6, 26, 1108, 28]
candidate-name: Harley, Thomas Halstead	[655, 801, 726, 810]
column-rule	[643, 30, 644, 1449]
price-item: Six boxes French Flowers 3d per Spray.	[846, 457, 992, 467]
regatta-heading: FOR WANGANUI REGATTA.	[815, 1004, 940, 1015]
established: Established 1859.	[696, 899, 747, 908]
price-item: Men's Mole Trousers, 5s 6d.	[806, 345, 910, 355]
popular-readings: POPULAR READINGS	[982, 901, 1087, 913]
post-thursday: Thursday, February 7.	[53, 1010, 116, 1019]
poll-name: Thomas Halstead Harley	[342, 878, 412, 887]
steamship-label: The Steamship	[870, 789, 913, 798]
business-label: BUSINESS:	[703, 602, 739, 611]
american-clocks: Also, a large variety of 8-day and 30 hour AMERICAN CLOCKS, from 10/- and upwards.	[967, 1269, 1102, 1285]
albion-heading: UNITED ALBION GOLD-MINING COMPANY (Limited).	[648, 653, 795, 670]
church-heading: ALL SAINTS CHURCH.	[827, 1161, 928, 1172]
